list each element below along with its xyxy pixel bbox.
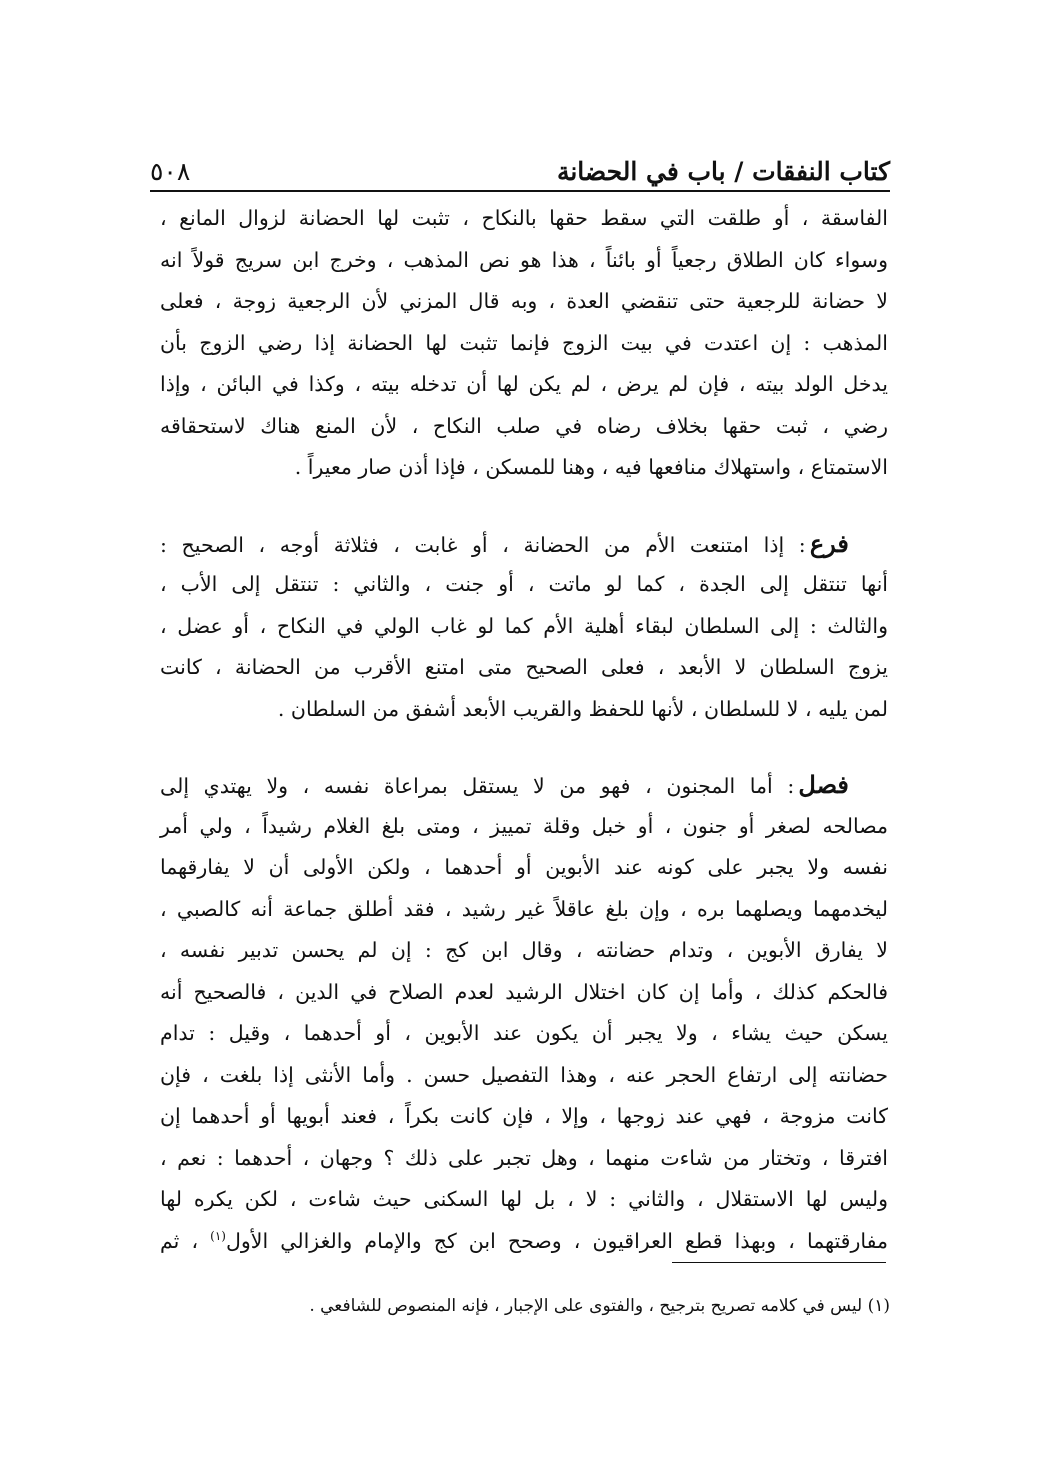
header-rule: [150, 190, 890, 192]
text-line-lead: [160, 523, 888, 565]
text-line: يزوج السلطان لا الأبعد ، فعلى الصحيح متى امتنع الأقرب من الحضانة ، كانت: [160, 655, 888, 679]
chapter-title: كتاب النفقات / باب في الحضانة: [556, 157, 890, 186]
text-line-rest: : أما المجنون ، فهو من لا يستقل بمراعاة نفسه ، ولا يهتدي إلى: [160, 774, 795, 798]
text-line: لمن يليه ، لا للسلطان ، لأنها للحفظ والقريب الأبعد أشفق من السلطان .: [277, 696, 888, 721]
text-line: لا يفارق الأبوين ، وتدام حضانته ، وقال ابن كج : إن لم يحسن تدبير نفسه ،: [160, 938, 888, 962]
footnote-rule: [672, 1262, 886, 1263]
text-line: وسواء كان الطلاق رجعياً أو بائناً ، هذا هو نص المذهب ، وخرج ابن سريج قولاً انه: [160, 247, 888, 272]
text-line: يسكن حيث يشاء ، ولا يجبر أن يكون عند الأبوين ، أو أحدهما ، وقيل : تدام: [160, 1021, 888, 1045]
paragraph-1: [160, 198, 888, 489]
text-line-part: مفارقتهما ، وبهذا قطع العراقيون ، وصحح ابن كج والإمام والغزالي الأول: [225, 1228, 888, 1253]
text-line: افترقا ، وتختار من شاءت منهما ، وهل تجبر على ذلك ؟ وجهان ، أحدهما : نعم ،: [160, 1145, 888, 1170]
text-line: الفاسقة ، أو طلقت التي سقط حقها بالنكاح ، تثبت لها الحضانة لزوال المانع ،: [160, 206, 888, 230]
text-line: ليخدمهما ويصلهما بره ، وإن بلغ عاقلاً غير رشيد ، فقد أطلق جماعة أنه كالصبي ،: [160, 896, 888, 921]
text-line: يدخل الولد بيته ، فإن لم يرض ، لم يكن لها أن تدخله بيته ، وكذا في البائن ، وإذا: [160, 372, 888, 396]
text-line: والثالث : إلى السلطان لبقاء أهلية الأم كما لو غاب الولي في النكاح ، أو عضل ،: [160, 613, 888, 638]
text-line: نفسه ولا يجبر على كونه عند الأبوين أو أحدهما ، ولكن الأولى أن لا يفارقهما: [160, 855, 888, 879]
running-header: [150, 128, 890, 184]
text-line-with-note: [160, 1221, 888, 1263]
page-number: ٥٠٨: [150, 157, 191, 186]
text-line-rest: : إذا امتنعت الأم من الحضانة ، أو غابت ، فثلاثة أوجه ، الصحيح :: [160, 532, 806, 557]
footnote-reference[interactable]: (١): [210, 1228, 226, 1243]
footnote-text: ليس في كلامه تصريح بترجيح ، والفتوى على الإجبار ، فإنه المنصوص للشافعي .: [309, 1296, 863, 1316]
text-line: المذهب : إن اعتدت في بيت الزوج فإنما تثبت لها الحضانة إذا رضي الزوج بأن: [160, 330, 888, 355]
text-line: حضانته إلى ارتفاع الحجر عنه ، وهذا التفصيل حسن . وأما الأنثى إذا بلغت ، فإن: [160, 1062, 888, 1087]
text-line: أنها تنتقل إلى الجدة ، كما لو ماتت ، أو جنت ، والثاني : تنتقل إلى الأب ،: [160, 572, 888, 596]
text-line: كانت مزوجة ، فهي عند زوجها ، وإلا ، فإن كانت بكراً ، فعند أبويها أو أحدهما إن: [160, 1104, 888, 1128]
text-line: الاستمتاع ، واستهلاك منافعها فيه ، وهنا للمسكن ، فإذا أذن صار معيراً .: [294, 455, 888, 479]
text-line: فالحكم كذلك ، وأما إن كان اختلال الرشيد لعدم الصلاح في الدين ، فالصحيح أنه: [160, 979, 888, 1004]
text-line: رضي ، ثبت حقها بخلاف رضاه في صلب النكاح ، لأن المنع هناك لاستحقاقه: [160, 413, 888, 438]
section-lead-word: فصل: [798, 770, 849, 799]
footnote-marker: (١): [867, 1296, 890, 1316]
footnote: [280, 1292, 890, 1320]
section-lead-word: فرع: [809, 528, 849, 558]
text-line: وليس لها الاستقلال ، والثاني : لا ، بل لها السكنى حيث شاءت ، لكن يكره لها: [160, 1187, 888, 1211]
text-line-part: ، ثم: [160, 1228, 199, 1253]
paragraph-far: [160, 523, 888, 731]
paragraph-fasl: [160, 764, 888, 1262]
text-line: لا حضانة للرجعية حتى تنقضي العدة ، وبه قال المزني لأن الرجعية زوجة ، فعلى: [160, 289, 888, 313]
text-line-lead: [160, 764, 888, 806]
text-line: مصالحه لصغر أو جنون ، أو خبل وقلة تمييز ، ومتى بلغ الغلام رشيداً ، ولي أمر: [160, 813, 888, 838]
main-text: [160, 198, 888, 1296]
